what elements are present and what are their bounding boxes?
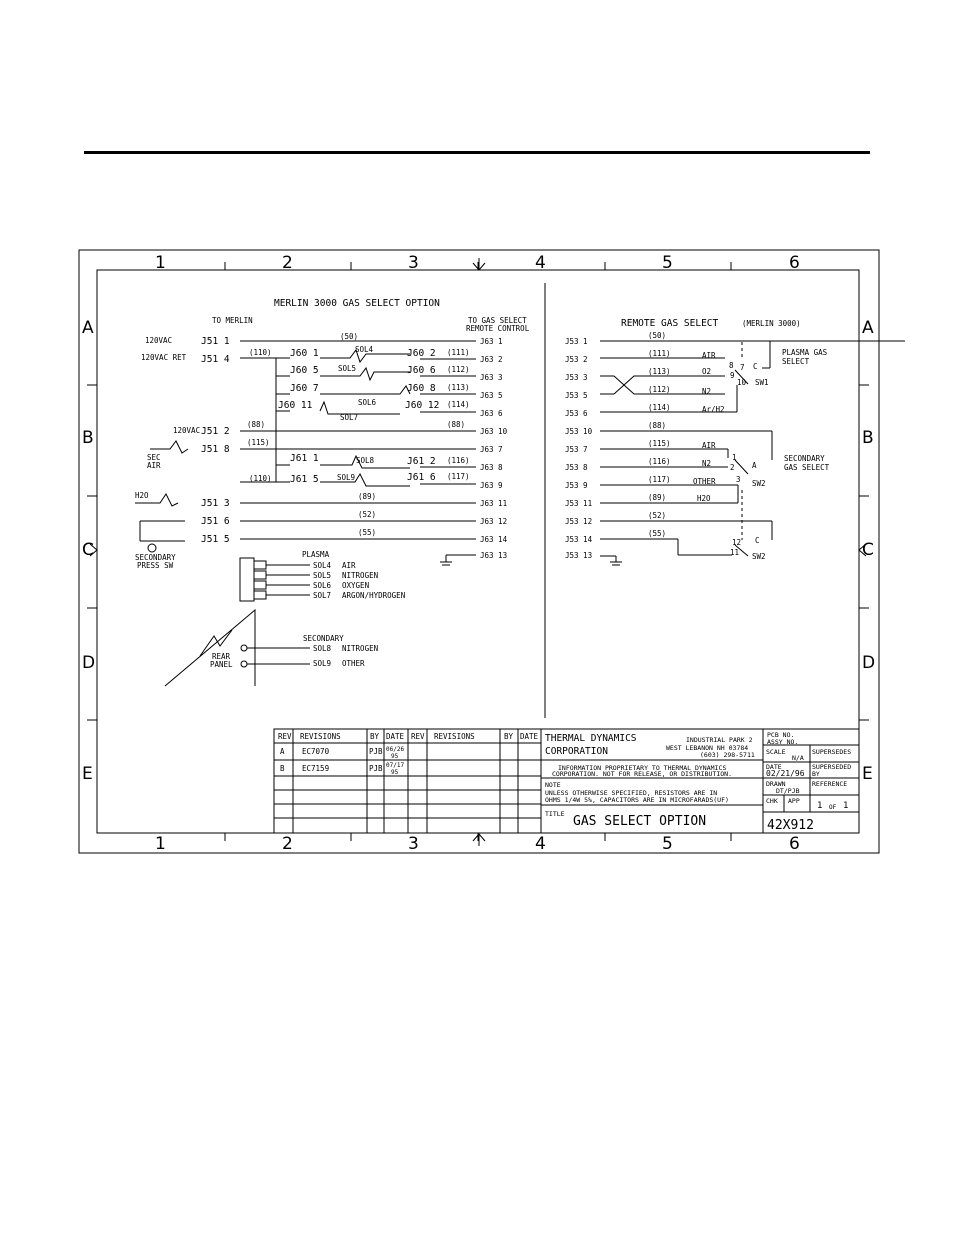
swpos-1: 1 (732, 453, 737, 462)
zone-row-left-E: E (82, 764, 93, 784)
j61-5: J61 5 (290, 474, 319, 485)
date-val: 02/21/96 (766, 769, 805, 778)
swpos-9: 9 (730, 371, 735, 380)
gas-h2o: H2O (697, 494, 711, 503)
right-title: REMOTE GAS SELECT (621, 318, 719, 329)
sol-plasma-0: SOL4 (313, 561, 332, 570)
plasma-select-1: PLASMA GAS (782, 348, 828, 357)
wire-52: (52) (358, 510, 377, 519)
rev-hdr-2: REV (411, 732, 425, 741)
ec-a: EC7070 (302, 747, 330, 756)
plasma-select-2: SELECT (782, 357, 810, 366)
date-hdr: DATE (386, 732, 405, 741)
gas-n2: N2 (702, 387, 712, 396)
swpos-8: 8 (729, 361, 734, 370)
wire-116: (116) (447, 456, 470, 465)
drawing-number: 42X912 (767, 818, 814, 833)
addr-3: (603) 298-5711 (700, 751, 755, 759)
plasma-connector (240, 558, 405, 601)
r-wire-112: (112) (648, 385, 671, 394)
pcb-no: PCB NO. (767, 731, 795, 739)
revisions-hdr: REVISIONS (300, 732, 341, 741)
sol6-label: SOL6 (358, 398, 377, 407)
title-hdr: TITLE (545, 810, 565, 818)
assy-no: ASSY NO. (767, 738, 799, 746)
gas-n2-sec: N2 (702, 459, 712, 468)
wire-111: (111) (447, 348, 470, 357)
pin-j53-1: J53 1 (565, 337, 588, 346)
secondary-label: SECONDARY (303, 634, 344, 643)
pin-j51-2: J51 2 (201, 426, 230, 437)
swpos-3: 3 (736, 475, 741, 484)
zone-row-right-D: D (862, 653, 876, 673)
j61-6: J61 6 (407, 472, 436, 483)
swpos-10: 10 (737, 378, 747, 387)
zone-col-bottom-6: 6 (789, 834, 800, 854)
j60-7: J60 7 (290, 383, 319, 394)
ec-b: EC7159 (302, 764, 330, 773)
addr-2: WEST LEBANON NH 03784 (666, 744, 749, 752)
wire-50: (50) (340, 332, 359, 341)
pin-j53-8: J53 8 (565, 463, 588, 472)
note-2: OHMS 1/4W 5%, CAPACITORS ARE IN MICROFARADS(UF) (545, 796, 729, 804)
company-2: CORPORATION (545, 746, 608, 757)
sw2b-label: SW2 (752, 552, 766, 561)
date-hdr-2: DATE (520, 732, 539, 741)
sol9-label: SOL9 (337, 473, 356, 482)
left-section (135, 298, 530, 686)
addr-1: INDUSTRIAL PARK 2 (686, 736, 753, 744)
gas-arh2: Ar/H2 (702, 405, 725, 414)
center-arrow-bottom (473, 834, 485, 846)
pin-j63-11: J63 11 (480, 499, 508, 508)
gas-sec-0: NITROGEN (342, 644, 379, 653)
by-hdr-2: BY (504, 732, 514, 741)
wire-117: (117) (447, 472, 470, 481)
gas-air: AIR (702, 351, 716, 360)
r-wire-111: (111) (648, 349, 671, 358)
pin-j63-9: J63 9 (480, 481, 503, 490)
superseded-1: SUPERSEDED (812, 763, 852, 771)
chk-lbl: CHK (766, 797, 778, 805)
by-hdr: BY (370, 732, 380, 741)
to-merlin-label: TO MERLIN (212, 316, 253, 325)
sol8-label: SOL8 (356, 456, 375, 465)
pin-j53-5: J53 5 (565, 391, 588, 400)
center-arrow-top (473, 258, 485, 270)
right-gas-labels (693, 351, 725, 503)
pin-j53-6: J53 6 (565, 409, 588, 418)
drawn-val: DT/PJB (776, 787, 800, 795)
rear-panel-label-1: REAR (212, 652, 231, 661)
label-120vac: 120VAC (145, 336, 173, 345)
to-remote-label-2: REMOTE CONTROL (466, 324, 530, 333)
drawn-lbl: DRAWN (766, 780, 786, 788)
wire-55: (55) (358, 528, 377, 537)
zone-col-bottom-5: 5 (662, 834, 673, 854)
date-a-1: 06/26 (386, 746, 405, 753)
drawing-title: GAS SELECT OPTION (573, 814, 707, 829)
j61-1: J61 1 (290, 453, 319, 464)
pin-j63-5: J63 5 (480, 391, 503, 400)
revisions-hdr-2: REVISIONS (434, 732, 475, 741)
j61-2: J61 2 (407, 456, 436, 467)
sheet-of: OF (829, 804, 837, 811)
company-1: THERMAL DYNAMICS (545, 733, 637, 744)
note-hdr: NOTE (545, 781, 561, 789)
j53-pins (565, 337, 593, 560)
plasma-label: PLASMA (302, 550, 330, 559)
rear-panel (165, 610, 378, 686)
swpos-11: 11 (730, 548, 740, 557)
pin-j63-13: J63 13 (480, 551, 508, 560)
prop-2: CORPORATION. NOT FOR RELEASE, OR DISTRIBUTION. (552, 770, 733, 778)
j60-2: J60 2 (407, 348, 436, 359)
swpos-12: 12 (732, 538, 742, 547)
r-wire-55: (55) (648, 529, 667, 538)
supersedes: SUPERSEDES (812, 748, 852, 756)
sheet-num: 1 (817, 801, 823, 811)
zone-col-top-3: 3 (408, 253, 419, 273)
wire-110-b: (110) (249, 474, 272, 483)
right-subtitle: (MERLIN 3000) (742, 319, 801, 328)
gas-plasma-0: AIR (342, 561, 356, 570)
sol7-label: SOL7 (340, 413, 359, 422)
pin-j63-14: J63 14 (480, 535, 508, 544)
pin-j51-5: J51 5 (201, 534, 230, 545)
wire-88-b: (88) (447, 420, 466, 429)
label-120vac-b: 120VAC (173, 426, 201, 435)
pin-j63-10: J63 10 (480, 427, 508, 436)
gas-sec-1: OTHER (342, 659, 365, 668)
label-120vac-ret: 120VAC RET (141, 353, 187, 362)
secondary-select-1: SECONDARY (784, 454, 825, 463)
pin-j63-7: J63 7 (480, 445, 503, 454)
pin-j53-9: J53 9 (565, 481, 588, 490)
r-wire-117: (117) (648, 475, 671, 484)
scale-val: N/A (792, 754, 804, 762)
zone-row-right-E: E (862, 764, 873, 784)
sol4-label: SOL4 (355, 345, 374, 354)
date-b-2: 95 (391, 769, 399, 776)
sol-sec-1: SOL9 (313, 659, 332, 668)
sheet-total: 1 (843, 801, 849, 811)
wire-88-a: (88) (247, 420, 266, 429)
j60-5: J60 5 (290, 365, 319, 376)
zone-row-left-A: A (82, 318, 94, 338)
sol-plasma-1: SOL5 (313, 571, 332, 580)
pin-j53-2: J53 2 (565, 355, 588, 364)
r-wire-52: (52) (648, 511, 667, 520)
date-a-2: 95 (391, 753, 399, 760)
pin-j51-1: J51 1 (201, 336, 230, 347)
app-lbl: APP (788, 797, 800, 805)
pin-j51-4: J51 4 (201, 354, 230, 365)
pin-j63-1: J63 1 (480, 337, 503, 346)
r-wire-89: (89) (648, 493, 667, 502)
scale-hdr: SCALE (766, 748, 786, 756)
rev-a: A (280, 747, 285, 756)
j60-1: J60 1 (290, 348, 319, 359)
gas-air-sec: AIR (702, 441, 716, 450)
gas-plasma-1: NITROGEN (342, 571, 379, 580)
date-lbl: DATE (766, 763, 782, 771)
sw2a-label: SW2 (752, 479, 766, 488)
pin-j63-3: J63 3 (480, 373, 503, 382)
pin-j53-14: J53 14 (565, 535, 593, 544)
switch-position-labels (729, 361, 760, 557)
sw1-label: SW1 (755, 378, 769, 387)
title-block (274, 729, 859, 833)
pin-j53-7: J53 7 (565, 445, 588, 454)
r-wire-88: (88) (648, 421, 667, 430)
r-wire-50: (50) (648, 331, 667, 340)
pin-j51-8: J51 8 (201, 444, 230, 455)
sec-air-label-2: AIR (147, 461, 161, 470)
rev-hdr: REV (278, 732, 292, 741)
sec-air-label-1: SEC (147, 453, 161, 462)
superseded-2: BY (812, 770, 820, 778)
zone-col-bottom-3: 3 (408, 834, 419, 854)
swpos-7: 7 (740, 363, 745, 372)
zone-row-right-A: A (862, 318, 874, 338)
pin-j51-6: J51 6 (201, 516, 230, 527)
j63-pins (480, 337, 508, 560)
j60-6: J60 6 (407, 365, 436, 376)
zone-row-left-D: D (82, 653, 96, 673)
pin-j53-11: J53 11 (565, 499, 593, 508)
gas-other: OTHER (693, 477, 716, 486)
rear-panel-label-2: PANEL (210, 660, 233, 669)
gas-plasma-2: OXYGEN (342, 581, 370, 590)
right-wire-numbers (648, 331, 671, 538)
zone-col-bottom-2: 2 (282, 834, 293, 854)
zone-col-top-2: 2 (282, 253, 293, 273)
wire-113: (113) (447, 383, 470, 392)
wire-110: (110) (249, 348, 272, 357)
pin-j63-2: J63 2 (480, 355, 503, 364)
pin-j53-13: J53 13 (565, 551, 593, 560)
zone-col-top-4: 4 (535, 253, 546, 273)
sol-plasma-2: SOL6 (313, 581, 332, 590)
pin-j63-8: J63 8 (480, 463, 503, 472)
sol-plasma-3: SOL7 (313, 591, 332, 600)
right-section (565, 318, 905, 565)
zone-col-bottom-4: 4 (535, 834, 546, 854)
zone-col-top-6: 6 (789, 253, 800, 273)
pin-j51-3: J51 3 (201, 498, 230, 509)
to-remote-label-1: TO GAS SELECT (468, 316, 527, 325)
prop-1: INFORMATION PROPRIETARY TO THERMAL DYNAMICS (558, 764, 727, 772)
zone-col-bottom-1: 1 (155, 834, 166, 854)
pin-j63-12: J63 12 (480, 517, 508, 526)
note-1: UNLESS OTHERWISE SPECIFIED, RESISTORS ARE IN (545, 789, 718, 797)
wire-114: (114) (447, 400, 470, 409)
swpos-a: A (752, 461, 757, 470)
zone-row-right-C: C (862, 540, 874, 560)
pin-j53-10: J53 10 (565, 427, 593, 436)
secondary-press-label-2: PRESS SW (137, 561, 174, 570)
j60-8: J60 8 (407, 383, 436, 394)
sol-sec-0: SOL8 (313, 644, 332, 653)
r-wire-114: (114) (648, 403, 671, 412)
sol5-label: SOL5 (338, 364, 357, 373)
secondary-select-2: GAS SELECT (784, 463, 830, 472)
r-wire-116: (116) (648, 457, 671, 466)
wire-115: (115) (247, 438, 270, 447)
rev-b: B (280, 764, 285, 773)
zone-col-top-1: 1 (155, 253, 166, 273)
swpos-c2: C (755, 536, 760, 545)
pin-j53-3: J53 3 (565, 373, 588, 382)
gas-o2: O2 (702, 367, 712, 376)
wire-89: (89) (358, 492, 377, 501)
swpos-c1: C (753, 362, 758, 371)
zone-row-right-B: B (862, 428, 874, 448)
pin-j63-6: J63 6 (480, 409, 503, 418)
by-b: PJB (369, 764, 383, 773)
zone-row-left-C: C (82, 540, 94, 560)
swpos-2: 2 (730, 463, 735, 472)
r-wire-113: (113) (648, 367, 671, 376)
zone-row-left-B: B (82, 428, 94, 448)
r-wire-115: (115) (648, 439, 671, 448)
secondary-press-label-1: SECONDARY (135, 553, 176, 562)
zone-col-top-5: 5 (662, 253, 673, 273)
gas-plasma-3: ARGON/HYDROGEN (342, 591, 406, 600)
j60-11: J60 11 (278, 400, 313, 411)
pin-j53-12: J53 12 (565, 517, 593, 526)
wire-112: (112) (447, 365, 470, 374)
h2o-label: H2O (135, 491, 149, 500)
left-title: MERLIN 3000 GAS SELECT OPTION (274, 298, 440, 309)
by-a: PJB (369, 747, 383, 756)
j60-12: J60 12 (405, 400, 440, 411)
date-b-1: 07/17 (386, 762, 405, 769)
reference: REFERENCE (812, 780, 848, 788)
